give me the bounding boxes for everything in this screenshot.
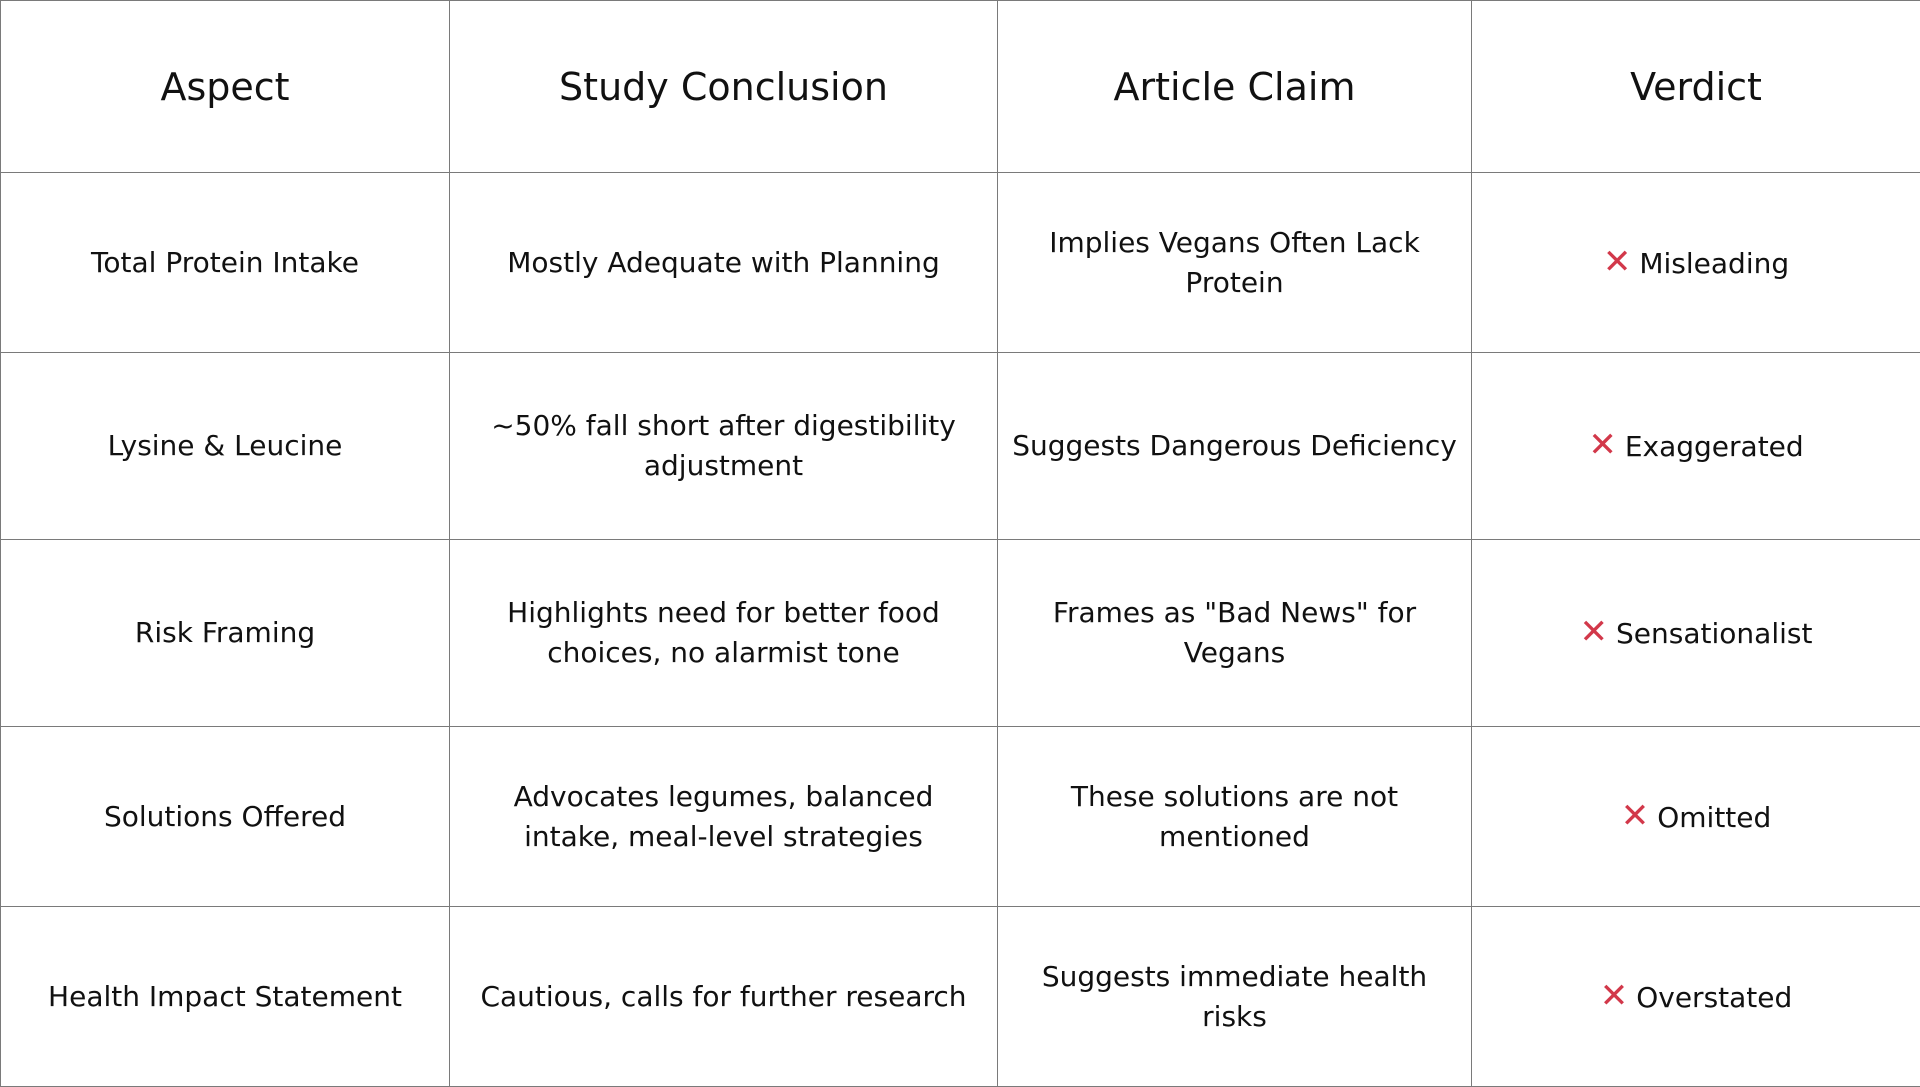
article-cell: Frames as "Bad News" for Vegans (998, 540, 1472, 727)
verdict-label: Omitted (1657, 801, 1771, 834)
study-cell: Highlights need for better food choices, no alarmist tone (450, 540, 998, 727)
verdict-label: Misleading (1639, 247, 1789, 280)
article-cell: Suggests immediate health risks (998, 907, 1472, 1087)
verdict-cell (1472, 727, 1920, 907)
header-row (1, 1, 1920, 173)
table-row (1, 353, 1920, 540)
table-row (1, 173, 1920, 353)
article-cell: Implies Vegans Often Lack Protein (998, 173, 1472, 353)
aspect-cell: Total Protein Intake (1, 173, 450, 353)
cross-mark-icon: ✕ (1600, 976, 1629, 1016)
article-cell: Suggests Dangerous Deficiency (998, 353, 1472, 540)
verdict-cell (1472, 540, 1920, 727)
verdict-cell (1472, 173, 1920, 353)
header-verdict: Verdict (1472, 1, 1920, 173)
cross-mark-icon: ✕ (1580, 612, 1609, 652)
verdict-label: Sensationalist (1616, 617, 1812, 650)
header-article-claim: Article Claim (998, 1, 1472, 173)
verdict-cell (1472, 907, 1920, 1087)
aspect-cell: Risk Framing (1, 540, 450, 727)
verdict-label: Overstated (1636, 981, 1792, 1014)
study-cell: Advocates legumes, balanced intake, meal-level strategies (450, 727, 998, 907)
aspect-cell: Health Impact Statement (1, 907, 450, 1087)
aspect-cell: Lysine & Leucine (1, 353, 450, 540)
cross-mark-icon: ✕ (1621, 796, 1650, 836)
cross-mark-icon: ✕ (1603, 242, 1632, 282)
cross-mark-icon: ✕ (1588, 425, 1617, 465)
aspect-cell: Solutions Offered (1, 727, 450, 907)
study-cell: Mostly Adequate with Planning (450, 173, 998, 353)
header-study-conclusion: Study Conclusion (450, 1, 998, 173)
study-cell: Cautious, calls for further research (450, 907, 998, 1087)
table-row (1, 727, 1920, 907)
table-row (1, 540, 1920, 727)
verdict-label: Exaggerated (1625, 430, 1804, 463)
verdict-cell (1472, 353, 1920, 540)
article-cell: These solutions are not mentioned (998, 727, 1472, 907)
header-aspect: Aspect (1, 1, 450, 173)
study-cell: ~50% fall short after digestibility adjustment (450, 353, 998, 540)
table-row (1, 907, 1920, 1087)
